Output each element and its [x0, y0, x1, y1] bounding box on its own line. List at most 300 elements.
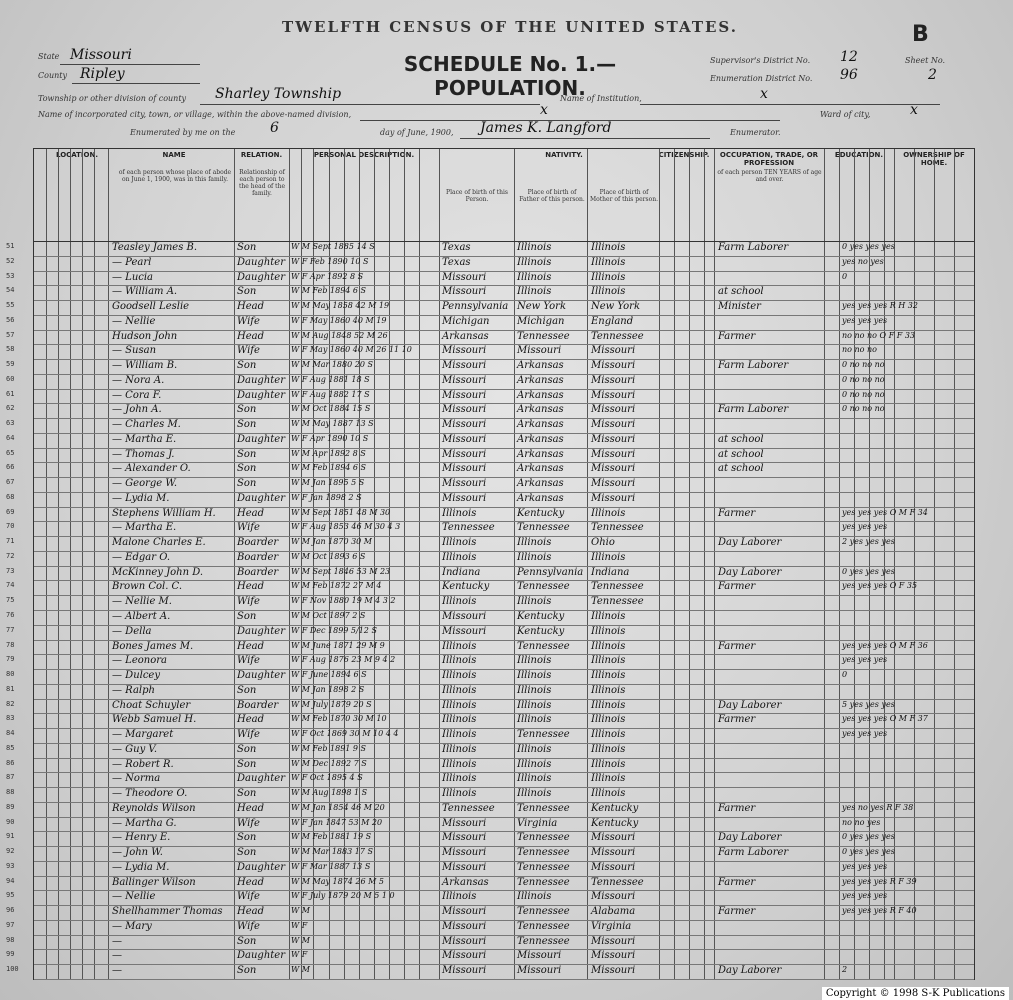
- birthplace-person-cell: Missouri: [442, 625, 487, 637]
- personal-description-cell: W M July 1879 20 S: [291, 699, 372, 709]
- birthplace-father-cell: Tennessee: [517, 522, 570, 534]
- birthplace-person-cell: Missouri: [442, 404, 487, 416]
- birthplace-father-cell: Illinois: [517, 242, 552, 253]
- occupation-cell: Day Laborer: [718, 699, 782, 711]
- personal-description-cell: W F May 1860 40 M 26 11 10: [291, 345, 412, 355]
- birthplace-father-cell: Arkansas: [517, 478, 564, 490]
- institution-label: Name of Institution,: [560, 94, 642, 103]
- row-line: [34, 861, 974, 862]
- education-cell: 0 yes yes yes: [842, 242, 895, 251]
- education-cell: yes yes yes: [842, 891, 888, 901]
- enumeration-value: 96: [840, 67, 858, 83]
- education-cell: yes yes yes O M F 36: [842, 640, 928, 650]
- row-line: [34, 890, 974, 891]
- birthplace-person-cell: Illinois: [442, 758, 477, 770]
- birthplace-mother-cell: Illinois: [591, 625, 626, 637]
- birthplace-person-cell: Missouri: [442, 433, 487, 445]
- birthplace-father-cell: Missouri: [517, 965, 562, 977]
- grid-column-line: [374, 149, 375, 979]
- state-label: State: [38, 52, 60, 61]
- personal-description-cell: W F Aug 1876 23 M 9 4 2: [291, 655, 396, 665]
- line-number: 78: [6, 640, 15, 649]
- birthplace-father-cell: Arkansas: [517, 419, 564, 431]
- birthplace-person-cell: Missouri: [442, 847, 487, 859]
- occupation-cell: Farmer: [718, 640, 756, 652]
- line-number: 82: [6, 699, 15, 708]
- row-line: [34, 374, 974, 375]
- person-name: — Thomas J.: [112, 448, 175, 460]
- birthplace-father-cell: Arkansas: [517, 448, 564, 460]
- occupation-cell: Farmer: [718, 507, 756, 519]
- education-cell: no no no: [842, 345, 877, 355]
- birthplace-person-cell: Pennsylvania: [442, 301, 509, 313]
- education-cell: yes yes yes: [842, 315, 888, 325]
- nativity-mother-head: Place of birth of Mother of this person.: [589, 189, 658, 203]
- group-occupation: OCCUPATION, TRADE, OR PROFESSION: [719, 151, 819, 167]
- person-name: — Pearl: [112, 256, 152, 268]
- birthplace-mother-cell: Illinois: [591, 256, 626, 268]
- relation-cell: Wife: [237, 729, 260, 741]
- row-line: [34, 256, 974, 257]
- group-education: EDUCATION.: [834, 151, 884, 159]
- birthplace-father-cell: Illinois: [517, 271, 552, 283]
- birthplace-mother-cell: Illinois: [591, 655, 626, 667]
- line-number: 86: [6, 758, 15, 767]
- personal-description-cell: W F: [291, 920, 308, 930]
- birthplace-father-cell: Arkansas: [517, 389, 564, 401]
- copyright-notice: Copyright © 1998 S-K Publications: [822, 987, 1009, 1000]
- relation-cell: Son: [237, 360, 257, 372]
- birthplace-mother-cell: Illinois: [591, 699, 626, 711]
- birthplace-person-cell: Missouri: [442, 286, 487, 298]
- person-name: —: [112, 935, 122, 947]
- birthplace-person-cell: Illinois: [442, 655, 477, 667]
- birthplace-person-cell: Indiana: [442, 566, 481, 578]
- personal-description-cell: W F: [291, 950, 308, 960]
- line-number: 73: [6, 566, 15, 575]
- education-cell: 0 yes yes yes: [842, 566, 895, 576]
- grid-column-line: [587, 149, 588, 979]
- grid-column-line: [659, 149, 660, 979]
- relation-cell: Son: [237, 965, 257, 977]
- education-cell: yes yes yes O F 35: [842, 581, 918, 591]
- birthplace-father-cell: Tennessee: [517, 847, 570, 859]
- birthplace-father-cell: New York: [517, 301, 566, 313]
- person-name: — George W.: [112, 478, 178, 490]
- line-number: 59: [6, 360, 15, 369]
- grid-column-line: [689, 149, 690, 979]
- row-line: [34, 492, 974, 493]
- birthplace-mother-cell: Illinois: [591, 758, 626, 770]
- education-cell: no no no O F F 33: [842, 330, 916, 340]
- person-name: — John A.: [112, 404, 162, 416]
- institution-value: x: [760, 86, 768, 102]
- education-cell: 2: [842, 965, 848, 975]
- grid-column-line: [234, 149, 235, 979]
- education-cell: 0: [842, 271, 848, 281]
- line-number: 81: [6, 684, 15, 693]
- line-number: 85: [6, 743, 15, 752]
- birthplace-father-cell: Tennessee: [517, 640, 570, 652]
- birthplace-mother-cell: New York: [591, 301, 640, 313]
- birthplace-mother-cell: Illinois: [591, 773, 626, 785]
- row-line: [34, 271, 974, 272]
- group-nativity: NATIVITY.: [545, 151, 583, 159]
- line-number: 87: [6, 773, 15, 782]
- personal-description-cell: W M Feb 1881 19 S: [291, 832, 372, 842]
- birthplace-mother-cell: Missouri: [591, 374, 636, 386]
- birthplace-mother-cell: Illinois: [591, 271, 626, 283]
- person-name: Shellhammer Thomas: [112, 906, 223, 918]
- birthplace-person-cell: Missouri: [442, 374, 487, 386]
- birthplace-mother-cell: Indiana: [591, 566, 630, 578]
- occupation-cell: at school: [718, 463, 764, 475]
- line-number: 68: [6, 492, 15, 501]
- birthplace-father-cell: Illinois: [517, 758, 552, 770]
- education-cell: yes yes yes R F 40: [842, 906, 917, 916]
- grid-column-line: [839, 149, 840, 979]
- education-cell: yes yes yes: [842, 729, 888, 739]
- relation-cell: Daughter: [237, 374, 285, 386]
- grid-column-line: [954, 149, 955, 979]
- birthplace-mother-cell: Missouri: [591, 345, 636, 357]
- personal-description-cell: W F Dec 1899 5/12 S: [291, 625, 377, 635]
- personal-description-cell: W F Mar 1887 13 S: [291, 861, 371, 871]
- birthplace-father-cell: Arkansas: [517, 433, 564, 445]
- line-number: 89: [6, 802, 15, 811]
- row-line: [34, 551, 974, 552]
- birthplace-person-cell: Texas: [442, 256, 471, 268]
- nativity-father-head: Place of birth of Father of this person.: [519, 189, 585, 203]
- line-number: 84: [6, 729, 15, 738]
- grid-column-line: [58, 149, 59, 979]
- relation-cell: Head: [237, 581, 265, 593]
- personal-description-cell: W M Feb 1891 9 S: [291, 743, 367, 753]
- line-number: 55: [6, 301, 15, 310]
- grid-column-line: [404, 149, 405, 979]
- grid-column-line: [94, 149, 95, 979]
- birthplace-mother-cell: Illinois: [591, 242, 626, 253]
- occupation-cell: Farm Laborer: [718, 360, 789, 372]
- person-name: Choat Schuyler: [112, 699, 191, 711]
- birthplace-mother-cell: Illinois: [591, 684, 626, 696]
- line-number: 99: [6, 950, 15, 959]
- birthplace-father-cell: Tennessee: [517, 935, 570, 947]
- grid-column-line: [46, 149, 47, 979]
- line-number: 88: [6, 788, 15, 797]
- person-name: — Henry E.: [112, 832, 171, 844]
- group-personal: PERSONAL DESCRIPTION.: [313, 151, 415, 159]
- birthplace-father-cell: Missouri: [517, 950, 562, 962]
- birthplace-mother-cell: Illinois: [591, 788, 626, 800]
- county-value: Ripley: [80, 66, 125, 82]
- birthplace-mother-cell: Illinois: [591, 743, 626, 755]
- birthplace-mother-cell: Ohio: [591, 537, 615, 549]
- supervisor-value: 12: [840, 49, 858, 65]
- birthplace-mother-cell: Missouri: [591, 360, 636, 372]
- line-number: 100: [6, 965, 19, 974]
- grid-column-line: [514, 149, 515, 979]
- person-name: Goodsell Leslie: [112, 301, 190, 313]
- personal-description-cell: W F Oct 1895 4 S: [291, 773, 363, 783]
- line-number: 97: [6, 920, 15, 929]
- sheet-label: Sheet No.: [905, 56, 946, 65]
- education-cell: yes yes yes O M F 34: [842, 507, 928, 517]
- row-line: [34, 448, 974, 449]
- relation-cell: Boarder: [237, 537, 279, 549]
- birthplace-father-cell: Tennessee: [517, 876, 570, 888]
- line-number: 71: [6, 537, 15, 546]
- person-name: Malone Charles E.: [112, 537, 206, 549]
- personal-description-cell: W M Aug 1898 1 S: [291, 788, 368, 798]
- line-number: 92: [6, 847, 15, 856]
- birthplace-person-cell: Tennessee: [442, 802, 495, 814]
- relation-cell: Daughter: [237, 433, 285, 445]
- birthplace-person-cell: Missouri: [442, 861, 487, 873]
- birthplace-father-cell: Arkansas: [517, 404, 564, 416]
- person-name: Hudson John: [112, 330, 178, 342]
- birthplace-person-cell: Missouri: [442, 345, 487, 357]
- birthplace-person-cell: Missouri: [442, 463, 487, 475]
- birthplace-person-cell: Illinois: [442, 640, 477, 652]
- occupation-cell: Farmer: [718, 906, 756, 918]
- occupation-cell: Farmer: [718, 876, 756, 888]
- relation-cell: Son: [237, 286, 257, 298]
- relation-cell: Son: [237, 448, 257, 460]
- relation-cell: Son: [237, 743, 257, 755]
- personal-description-cell: W M Jan 1870 30 M: [291, 537, 372, 547]
- line-number: 72: [6, 551, 15, 560]
- line-number: 51: [6, 242, 15, 250]
- relation-cell: Daughter: [237, 950, 285, 962]
- group-name: NAME: [162, 151, 186, 159]
- relation-cell: Boarder: [237, 699, 279, 711]
- personal-description-cell: W M May 1887 13 S: [291, 419, 374, 429]
- line-number: 52: [6, 256, 15, 265]
- education-cell: yes yes yes: [842, 861, 888, 871]
- personal-description-cell: W M: [291, 935, 310, 945]
- person-name: Ballinger Wilson: [112, 876, 196, 888]
- person-name: — Nora A.: [112, 374, 165, 386]
- relation-cell: Boarder: [237, 551, 279, 563]
- line-number: 91: [6, 832, 15, 841]
- birthplace-person-cell: Michigan: [442, 315, 490, 327]
- enumerated-day: 6: [270, 120, 279, 136]
- birthplace-person-cell: Illinois: [442, 507, 477, 519]
- township-value: Sharley Township: [215, 86, 342, 102]
- personal-description-cell: W M: [291, 906, 310, 916]
- row-line: [34, 625, 974, 626]
- birthplace-person-cell: Illinois: [442, 714, 477, 726]
- education-cell: 0 no no no: [842, 360, 885, 370]
- education-cell: yes yes yes: [842, 655, 888, 665]
- birthplace-father-cell: Illinois: [517, 596, 552, 608]
- line-number: 79: [6, 655, 15, 664]
- relation-cell: Son: [237, 832, 257, 844]
- personal-description-cell: W M Oct 1884 15 S: [291, 404, 371, 414]
- grid-column-line: [714, 149, 715, 979]
- row-line: [34, 846, 974, 847]
- personal-description-cell: W M Sept 1846 53 M 23: [291, 566, 391, 576]
- birthplace-mother-cell: Missouri: [591, 935, 636, 947]
- relation-cell: Son: [237, 684, 257, 696]
- birthplace-person-cell: Missouri: [442, 419, 487, 431]
- birthplace-person-cell: Illinois: [442, 773, 477, 785]
- birthplace-father-cell: Illinois: [517, 699, 552, 711]
- row-line: [34, 654, 974, 655]
- person-name: — Leonora: [112, 655, 167, 667]
- personal-description-cell: W F Feb 1890 10 S: [291, 256, 369, 266]
- line-number: 98: [6, 935, 15, 944]
- birthplace-mother-cell: Missouri: [591, 448, 636, 460]
- person-name: McKinney John D.: [112, 566, 204, 578]
- nativity-person-head: Place of birth of this Person.: [446, 189, 508, 203]
- enumerator-label: Enumerator.: [730, 128, 781, 137]
- education-cell: no no yes: [842, 817, 881, 827]
- personal-description-cell: W M Mar 1883 17 S: [291, 847, 373, 857]
- birthplace-person-cell: Illinois: [442, 891, 477, 903]
- birthplace-mother-cell: Kentucky: [591, 802, 639, 814]
- occupation-cell: at school: [718, 433, 764, 445]
- schedule-title: SCHEDULE No. 1.—POPULATION.: [403, 52, 617, 100]
- education-cell: yes yes yes R F 39: [842, 876, 917, 886]
- personal-description-cell: W M Jan 1895 5 S: [291, 478, 365, 488]
- occupation-cell: at school: [718, 448, 764, 460]
- relation-cell: Daughter: [237, 861, 285, 873]
- personal-description-cell: W F Nov 1880 19 M 4 3 2: [291, 596, 396, 606]
- birthplace-person-cell: Missouri: [442, 817, 487, 829]
- birthplace-mother-cell: Illinois: [591, 507, 626, 519]
- birthplace-mother-cell: Missouri: [591, 463, 636, 475]
- personal-description-cell: W M Feb 1894 6 S: [291, 286, 367, 296]
- birthplace-father-cell: Illinois: [517, 773, 552, 785]
- relation-cell: Son: [237, 242, 257, 253]
- birthplace-father-cell: Virginia: [517, 817, 558, 829]
- occupation-cell: Day Laborer: [718, 832, 782, 844]
- education-cell: yes no yes: [842, 256, 884, 266]
- personal-description-cell: W F June 1894 6 S: [291, 670, 367, 680]
- line-number: 57: [6, 330, 15, 339]
- group-location: LOCATION.: [55, 151, 99, 159]
- person-name: — Alexander O.: [112, 463, 191, 475]
- personal-description-cell: W M Feb 1872 27 M 4: [291, 581, 382, 591]
- birthplace-mother-cell: Illinois: [591, 670, 626, 682]
- grid-column-line: [934, 149, 935, 979]
- birthplace-father-cell: Arkansas: [517, 463, 564, 475]
- person-name: — Martha E.: [112, 433, 177, 445]
- occupation-cell: Day Laborer: [718, 566, 782, 578]
- relation-cell: Daughter: [237, 670, 285, 682]
- personal-description-cell: W M Aug 1848 52 M 26: [291, 330, 388, 340]
- person-name: Webb Samuel H.: [112, 714, 197, 726]
- birthplace-father-cell: Tennessee: [517, 729, 570, 741]
- personal-description-cell: W M Feb 1894 6 S: [291, 463, 367, 473]
- row-line: [34, 979, 974, 980]
- personal-description-cell: W F Aug 1881 18 S: [291, 374, 370, 384]
- relation-cell: Daughter: [237, 625, 285, 637]
- birthplace-father-cell: Tennessee: [517, 920, 570, 932]
- line-number: 60: [6, 374, 15, 383]
- line-number: 62: [6, 404, 15, 413]
- grid-column-line: [704, 149, 705, 979]
- personal-description-cell: W M Feb 1870 30 M 10: [291, 714, 387, 724]
- row-line: [34, 920, 974, 921]
- row-line: [34, 831, 974, 832]
- person-name: — Guy V.: [112, 743, 158, 755]
- personal-description-cell: W M Dec 1892 7 S: [291, 758, 367, 768]
- birthplace-mother-cell: Alabama: [591, 906, 636, 918]
- birthplace-father-cell: Illinois: [517, 788, 552, 800]
- education-cell: 0 yes yes yes: [842, 832, 895, 842]
- enumerated-middle: day of June, 1900,: [380, 128, 454, 137]
- birthplace-father-cell: Arkansas: [517, 492, 564, 504]
- personal-description-cell: W M: [291, 965, 310, 975]
- birthplace-mother-cell: Tennessee: [591, 596, 644, 608]
- birthplace-father-cell: Illinois: [517, 256, 552, 268]
- birthplace-mother-cell: Missouri: [591, 389, 636, 401]
- grid-column-line: [419, 149, 420, 979]
- birthplace-mother-cell: Illinois: [591, 286, 626, 298]
- education-cell: 0 no no no: [842, 389, 885, 399]
- line-number: 58: [6, 345, 15, 354]
- relation-cell: Son: [237, 404, 257, 416]
- birthplace-person-cell: Missouri: [442, 611, 487, 622]
- line-number: 70: [6, 522, 15, 531]
- education-cell: yes no yes R F 38: [842, 802, 914, 812]
- row-line: [34, 935, 974, 936]
- population-table: [6, 148, 975, 980]
- person-name: — John W.: [112, 847, 163, 859]
- personal-description-cell: W M Sept 1851 48 M 30: [291, 507, 391, 517]
- birthplace-father-cell: Pennsylvania: [517, 566, 584, 578]
- occupation-cell: Farm Laborer: [718, 242, 789, 253]
- personal-description-cell: W M Oct 1893 6 S: [291, 551, 366, 561]
- row-line: [34, 684, 974, 685]
- person-name: — William A.: [112, 286, 178, 298]
- birthplace-person-cell: Illinois: [442, 729, 477, 741]
- birthplace-father-cell: Illinois: [517, 684, 552, 696]
- line-number: 54: [6, 286, 15, 295]
- line-number: 67: [6, 478, 15, 487]
- grid-column-line: [914, 149, 915, 979]
- relation-cell: Son: [237, 847, 257, 859]
- education-cell: 5 yes yes yes: [842, 699, 895, 709]
- sheet-letter: B: [912, 22, 929, 47]
- line-number: 75: [6, 596, 15, 605]
- relation-col-desc: Relationship of each person to the head of the family.: [238, 169, 286, 197]
- birthplace-person-cell: Illinois: [442, 684, 477, 696]
- personal-description-cell: W M Sept 1885 14 S: [291, 242, 375, 251]
- person-name: — Edgar O.: [112, 551, 170, 563]
- person-name: — Charles M.: [112, 419, 181, 431]
- relation-cell: Son: [237, 935, 257, 947]
- relation-cell: Daughter: [237, 389, 285, 401]
- person-name: —: [112, 965, 122, 977]
- relation-cell: Wife: [237, 891, 260, 903]
- personal-description-cell: W M Apr 1892 8 S: [291, 448, 366, 458]
- line-number: 76: [6, 611, 15, 619]
- person-name: Bones James M.: [112, 640, 194, 652]
- birthplace-person-cell: Missouri: [442, 389, 487, 401]
- personal-description-cell: W F Aug 1853 46 M 30 4 3: [291, 522, 401, 532]
- relation-cell: Daughter: [237, 773, 285, 785]
- person-name: — Cora F.: [112, 389, 162, 401]
- relation-cell: Head: [237, 301, 265, 313]
- person-name: — Lydia M.: [112, 492, 170, 504]
- person-name: — Nellie: [112, 891, 156, 903]
- line-number: 65: [6, 448, 15, 457]
- birthplace-mother-cell: Missouri: [591, 492, 636, 504]
